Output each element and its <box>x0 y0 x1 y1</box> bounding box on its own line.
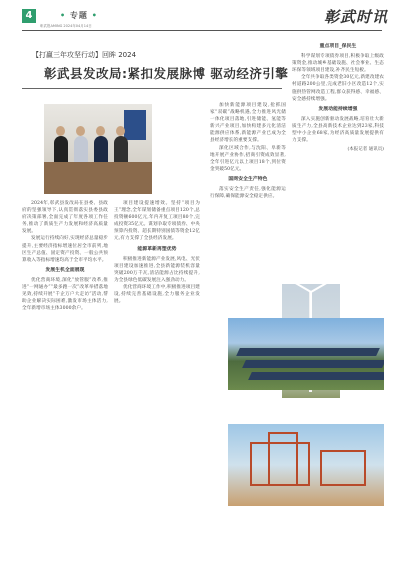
paragraph: 发展运行持续向好,实现经济总量稳步提升,主要经济指标增速位居全市前列,地区生产总值、固定资产投资、一般公共预算收入等指标增速均高于全市平均水平。 <box>22 236 108 263</box>
paragraph: 2024年,彰武县发改局在县委、县政府的坚强领导下,认真贯彻落实县委县政府决策部署,全面完成了年度各项工作任务,推动了新质生产力发展和经济高质量发展。 <box>22 201 108 235</box>
paper-name: 彰武时讯 <box>323 8 388 26</box>
article-kicker: 【打赢三年攻坚行动】回眸 2024 <box>32 51 137 59</box>
paragraph: 加快新能源项目建设,抢抓国家“双碳”战略机遇,全力推进风光储一体化项目落地,引进储能、氢能等新兴产业项目,加快构建多元化清洁能源供应体系,新能源产业已成为全县经济增长的重要支撑。 <box>210 103 286 144</box>
meeting-photo <box>44 104 152 194</box>
page-number: 4 <box>22 9 36 23</box>
text-column-1 <box>22 200 108 550</box>
text-column-3 <box>210 102 286 312</box>
paragraph: 落实安全生产责任,强化能源运行保障,确保能源安全稳定供应。 <box>210 187 286 200</box>
page-header <box>0 0 400 32</box>
section-name: • 专题 • <box>60 11 98 20</box>
paragraph: 深化区域合作,与沈阳、阜新等地开展产业协作,招商引资成效显著,全年引进亿元以上项目18个,到位资金突破50亿元。 <box>210 145 286 172</box>
subheading: 国网安全生产特色 <box>228 176 268 182</box>
title-divider <box>22 88 282 89</box>
subheading: 能源革新再塑优势 <box>137 246 177 252</box>
header-date: 彰武报AMING 2024年04月14日 <box>40 24 92 28</box>
construction-site-photo <box>228 424 384 506</box>
paragraph: 全年共争取各类资金30亿元,新建改建农村道路200公里,完成老旧小区改造12个,实施供热管网改造工程,群众获得感、幸福感、安全感持续增强。 <box>292 75 384 102</box>
paragraph: 积极推进新能源产业发展,风电、光伏项目建设加速推进,全县新能源装机容量突破200万千瓦,清洁能源占比持续提升,为全县绿色低碳发展注入强劲动力。 <box>114 256 200 283</box>
article-headline: 彰武县发改局:紧扣发展脉博 驱动经济引擎 <box>44 66 289 81</box>
header-divider <box>22 30 382 31</box>
text-column-2 <box>114 200 200 550</box>
paragraph: 科学谋划专项债券项目,积极争取上级政策资金,推动城乡基础设施、社会事业、生态环保等领域项目建设,补齐民生短板。 <box>292 54 384 74</box>
paragraph: 优化营商环境,深化“放管服”改革,推进“一网通办”“最多跑一次”改革举措落地见效,持续开展“千企万户大走访”活动,帮助企业解决实际困难,激发市场主体活力,全年新增市场主体3000余户。 <box>22 277 108 312</box>
subheading: 发展动能持续增强 <box>318 106 358 112</box>
section-label: 专题 <box>69 11 88 20</box>
paragraph: 深入实施创新驱动发展战略,培育壮大新质生产力,全县高新技术企业达到23家,科技型中小企业68家,为经济高质量发展提供有力支撑。 <box>292 116 384 144</box>
solar-panels-photo <box>228 318 384 390</box>
subheading: 重点项目_保民生 <box>319 44 357 49</box>
subheading: 发展生机全面展现 <box>45 267 85 273</box>
paragraph: 优化营商环境工作中,积极推进项目建设,持续完善基础设施,全力服务企业发展。 <box>114 285 200 305</box>
text-column-4 <box>292 40 384 280</box>
paragraph: 项目建设提速增效。坚持“项目为王”理念,全年谋划储备重点项目120个,总投资额600亿元,年内开复工项目80个,完成投资35亿元。谋划争取专项债券、中央预算内投资、超长期特别国债等资金12亿元,有力支撑了全县经济发展。 <box>114 201 200 242</box>
article-byline: (本报记者 通讯员) <box>347 147 384 153</box>
